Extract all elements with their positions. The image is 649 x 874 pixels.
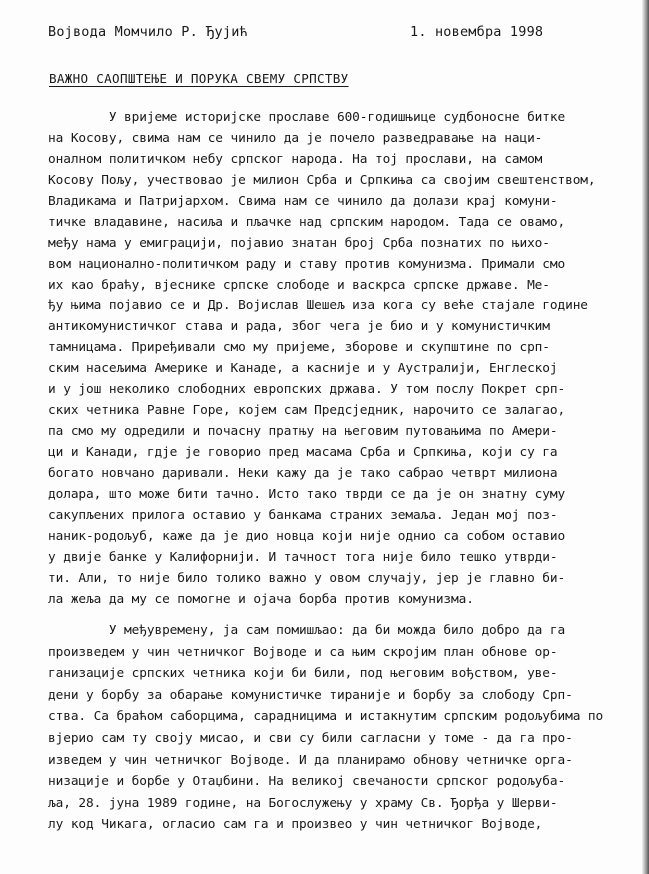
text-line: У међувремену, ја сам помишљао: да би можда било добро да га <box>48 623 566 638</box>
text-line: Косову Пољу, учествовао је милион Срба и Српкиња са својим свештенством, <box>48 172 596 188</box>
text-line: антикомунистичког става и рада, због чега је био и у комунистичким <box>48 319 550 335</box>
text-line: међу нама у емиграцији, појавио знатан број Срба познатих по њихо- <box>48 235 550 251</box>
date-line: 1. новембра 1998 <box>410 24 544 40</box>
text-line: их као браћу, вјеснике српске слободе и васкрса српске државе. Ме- <box>48 277 550 293</box>
text-line: у двије банке у Калифорнији. И тачност тога није било тешко утврди- <box>48 549 558 565</box>
text-line: Владикама и Патријархом. Свима нам се чинило да долази крај комуни- <box>48 193 558 209</box>
text-line: и у још неколико слободних европских држава. У том послу Покрет срп- <box>48 382 566 398</box>
text-line: тичке владавине, насиља и пљачке над српским народом. Тада се овамо, <box>48 214 566 230</box>
text-line: долара, што може бити тачно. Исто тако тврди се да је он знатну суму <box>48 486 566 502</box>
text-line: па смо му одредили и почасну пратњу на његовим путовањима по Амери- <box>48 424 558 440</box>
paragraph-1 <box>48 108 646 611</box>
text-line: наник-родољуб, каже да је дио новца који није однио са собом оставио <box>48 528 566 544</box>
text-line: низације и борбе у Отаџбини. На великој свечаности српског родољуба- <box>48 774 566 790</box>
text-line: богато новчано даривали. Неки кажу да је тако сабрао четврт милиона <box>48 465 558 481</box>
text-line: лу код Чикага, огласио сам га и произвео у чин четничког Војводе, <box>48 817 543 833</box>
text-line: ства. Са браћом саборцима, сарадницима и истакнутим српским родољубима по <box>48 709 604 725</box>
text-line: У вријеме историјске прославе 600-годишњице судбоносне битке <box>48 110 566 125</box>
text-line: изведем у чин четничког Војводе. И да планирамо обнову четничке орга- <box>48 752 573 768</box>
text-line: ских четника Равне Горе, којем сам Предсједник, нарочито се залагао, <box>48 403 566 419</box>
text-line: произведем у чин четничког Војводе и са њим скројим план обнове ор- <box>48 644 558 660</box>
text-line: оналном политичком небу српског народа. На тој прослави, на самом <box>48 151 543 167</box>
text-line: тамницама. Приређивали смо му пријеме, зборове и скупштине по срп- <box>48 340 550 356</box>
text-line: вом национално-политичком раду и ставу против комунизма. Примали смо <box>48 256 566 272</box>
text-line: ља, 28. јуна 1989 године, на Богослужењу у храму Св. Ђорђа у Шерви- <box>48 795 558 811</box>
text-line: дени у борбу за обарање комунистичке тираније и борбу за слободу Срп- <box>48 687 573 703</box>
text-line: ла жеља да му се помогне и ојача борба против комунизма. <box>48 591 474 607</box>
text-line: ским насељима Америке и Канаде, а касније и у Аустралији, Енглеској <box>48 361 558 377</box>
document-title: ВАЖНО САОПШТЕЊЕ И ПОРУКА СВЕМУ СРПСТВУ <box>49 71 349 86</box>
author-line: Војвода Момчило Р. Ђујић <box>48 24 248 40</box>
text-line: на Косову, свима нам се чинило да је почело разведравање на наци- <box>48 130 543 146</box>
text-line: ганизације српских четника који би били, под његовим вођством, уве- <box>48 666 558 682</box>
text-line: ти. Али, то није било толико важно у овом случају, јер је главно би- <box>48 570 566 586</box>
text-line: ци и Канади, гдје је говорио пред масама Срба и Српкиња, који су га <box>48 445 558 460</box>
text-line: ђу њима појавио се и Др. Војислав Шешељ иза кога су веће стајале године <box>48 298 588 314</box>
text-line: сакупљених прилога оставио у банкама страних земаља. Један мој поз- <box>48 507 558 523</box>
paragraph-2 <box>48 620 646 836</box>
text-line: вјерио сам ту своју мисао, и сви су били сагласни у томе - да га про- <box>48 730 573 746</box>
